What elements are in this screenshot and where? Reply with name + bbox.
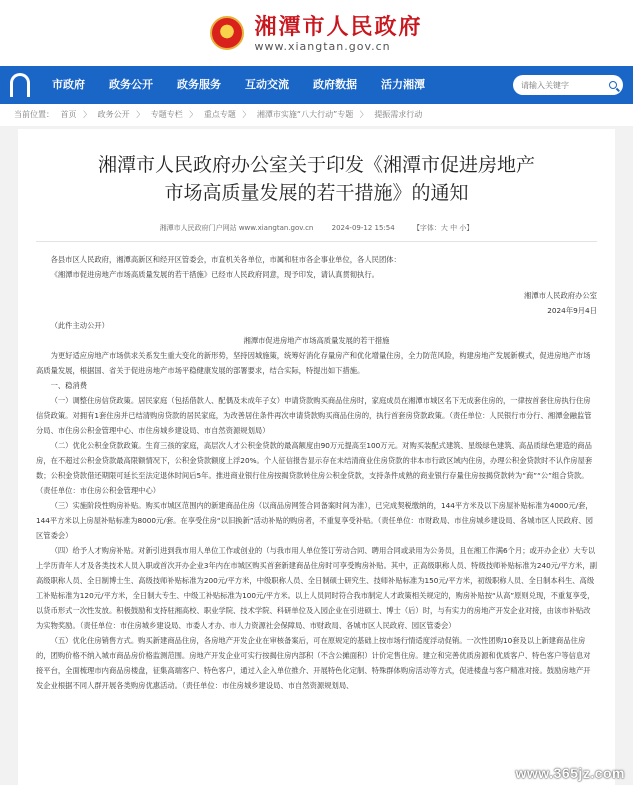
nav-item-vibrant-xiangtan[interactable]: 活力湘潭	[381, 78, 425, 91]
breadcrumb-sep: 〉	[189, 110, 198, 119]
intro-paragraph: 为更好适应房地产市场供求关系发生重大变化的新形势，坚持因城施策，统筹好消化存量房产和优化增量住房，全力防范风险，构建房地产发展新模式，促进房地产市场高质量发展，根据国、省关于促进房地产市场平稳健康发展的部署要求，结合实际，特提出如下措施。	[36, 351, 591, 375]
measure-item: （五）优化住房销售方式。购买新建商品住房，各房地产开发企业在审核备案后，可在原规定的基础上按市场行情适度浮动促销。一次性团购10套及以上新建商品住房的，团购价格不纳入城市商品房价格监测范围。房地产开发企业可实行按揭住房内部积（不含公摊面积）计价定售住房。建立和完善优质房源和优质客户、特色客户等信息对接平台，全面梳理市内商品房楼盘，征集高端客户、特色客户，通过入企入单位推介、开展特色化定制、特殊群体购房活动等方式，促进楼盘与客户精准对接。鼓励房地产开发企业根据不同人群开展各类购房优惠活动。（责任单位：市住房城乡建设局、市自然资源规划局、	[36, 636, 591, 690]
measure-item: （四）给予人才购房补贴。对新引进到我市用人单位工作或创业的（与我市用人单位签订劳动合同、聘用合同或录用为公务员，且在湘工作满6个月；或开办企业）大专以上学历青年人才及各类技术人员入职或首次开办企业3年内在市城区购买首套新建商品住房时可享受购房补贴。其中，正高级职称人员、特级技师补贴标准为240元/平方米，副高级职称人员、全日制博士生、高级技师补贴标准为200元/平方米，中级职称人员、全日制硕士研究生、技师补贴标准为150元/平方米，初级职称人员、全日制本科生、高级工补贴标准为120元/平方米，全日制大专生、中级工补贴标准为100元/平方米。以上人员同时符合我市制定人才政策相关规定的，购房补贴按“从高”原则兑现，不重复享受，以货币形式一次性发放。积极鼓励和支持驻湘高校、职业学院、技术学院、科研单位及入园企业在引进硕士、博士（后）时，与有实力的房地产开发企业对接，由该市补贴改为实物奖励。（责任单位：市住房城乡建设局、市委人才办、市人力资源社会保障局、市财政局、各城市区人民政府、园区管委会）	[36, 546, 597, 630]
notice-paragraph: 《湘潭市促进房地产市场高质量发展的若干措施》已经市人民政府同意，现予印发，请认真贯彻执行。	[50, 270, 379, 279]
nav-item-interaction[interactable]: 互动交流	[245, 78, 289, 91]
breadcrumb-key-topics[interactable]: 重点专题	[203, 110, 236, 119]
article-title-line2: 市场高质量发展的若干措施》的通知	[164, 182, 469, 204]
nav-item-data[interactable]: 政府数据	[313, 78, 357, 91]
breadcrumb-sep: 〉	[359, 110, 368, 119]
nav-item-services[interactable]: 政务服务	[177, 78, 221, 91]
article-title-line1: 湘潭市人民政府办公室关于印发《湘潭市促进房地产	[97, 154, 535, 176]
breadcrumb	[0, 104, 633, 127]
article-body	[18, 242, 615, 693]
breadcrumb-sep: 〉	[242, 110, 251, 119]
breadcrumb-label: 当前位置：	[14, 110, 54, 119]
site-brand[interactable]	[254, 14, 422, 53]
article-date: 2024-09-12 15:54	[331, 224, 395, 232]
breadcrumb-current[interactable]: 提振需求行动	[374, 110, 423, 119]
site-url: www.xiangtan.gov.cn	[254, 39, 391, 53]
font-size-switcher[interactable]: 【字体：大 中 小】	[412, 224, 474, 232]
watermark: www.365jz.com	[515, 765, 625, 781]
breadcrumb-special-topics[interactable]: 专题专栏	[150, 110, 183, 119]
site-header	[0, 0, 633, 66]
signing-date: 2024年9月4日	[547, 306, 597, 315]
breadcrumb-home[interactable]: 首页	[60, 110, 77, 119]
article-meta	[36, 223, 597, 242]
measure-item: （三）实施阶段性购房补贴。购买市城区范围内的新建商品住房（以商品房网签合同备案时间为准），已完成契税缴纳的，144平方米及以下房屋补贴标准为4000元/套，144平方米以上房屋补贴标准为8000元/套。在享受住房“以旧换新”活动补贴的购房者，不重复享受补贴。（责任单位：市财政局、市住房城乡建设局、各城市区人民政府、园区管委会）	[36, 501, 593, 540]
article-source: 湘潭市人民政府门户网站 www.xiangtan.gov.cn	[159, 224, 314, 232]
search-input[interactable]	[521, 81, 601, 90]
breadcrumb-sep: 〉	[83, 110, 92, 119]
addressees: 各县市区人民政府，湘潭高新区和经开区管委会，市直机关各单位，市属和驻市各企事业单位，各人民团体：	[50, 255, 401, 264]
national-emblem-icon	[210, 16, 244, 50]
measure-item: （一）调整住房信贷政策。居民家庭（包括借款人、配偶及未成年子女）申请贷款购买商品住房时，家庭成员在湘潭市城区名下无成套住房的，一律按首套住房执行住房信贷政策。对拥有1套住房并已结清购房贷款的居民家庭，为改善居住条件再次申请贷款购买商品住房的，执行首套房贷款政策。（责任单位：人民银行市分行、湘潭金融监管分局、市住房公积金管理中心、市住房城乡建设局、市自然资源规划局）	[36, 396, 592, 435]
section-heading: 一、稳消费	[50, 381, 88, 390]
breadcrumb-eight-actions[interactable]: 湘潭市实施“八大行动”专题	[256, 110, 354, 119]
article	[18, 129, 615, 785]
public-note: （此件主动公开）	[50, 321, 109, 330]
measure-item: （二）优化公积金贷款政策。生育三孩的家庭，高层次人才公积金贷款的最高额度由90万元提高至100万元。对购买装配式建筑、星级绿色建筑、高品质绿色建造的商品房，在不超过公积金贷款最高限额情况下，公积金贷款额度上浮20%。个人征信报告显示存在未结清商业住房贷款的非本市行政区域内住房，办理公积金贷款时不认作房屋套数；公积金贷款借还期限可延长至法定退休时间后5年。推进商业银行住房按揭贷款转住房公积金贷款，支持条件成熟的商业银行存量住房按揭贷款转为“商”“公”组合贷款。（责任单位：市住房公积金管理中心）	[36, 441, 593, 495]
main-nav	[0, 66, 633, 104]
breadcrumb-public-affairs[interactable]: 政务公开	[97, 110, 130, 119]
measures-title: 湘潭市促进房地产市场高质量发展的若干措施	[243, 336, 390, 345]
breadcrumb-sep: 〉	[136, 110, 145, 119]
article-title	[18, 129, 615, 207]
city-logo-icon	[0, 66, 40, 104]
nav-item-government[interactable]: 市政府	[52, 78, 85, 91]
search-box	[513, 75, 623, 95]
site-title: 湘潭市人民政府	[254, 13, 423, 40]
search-icon[interactable]	[609, 81, 617, 89]
signing-organization: 湘潭市人民政府办公室	[524, 291, 597, 300]
nav-item-public-affairs[interactable]: 政务公开	[109, 78, 153, 91]
